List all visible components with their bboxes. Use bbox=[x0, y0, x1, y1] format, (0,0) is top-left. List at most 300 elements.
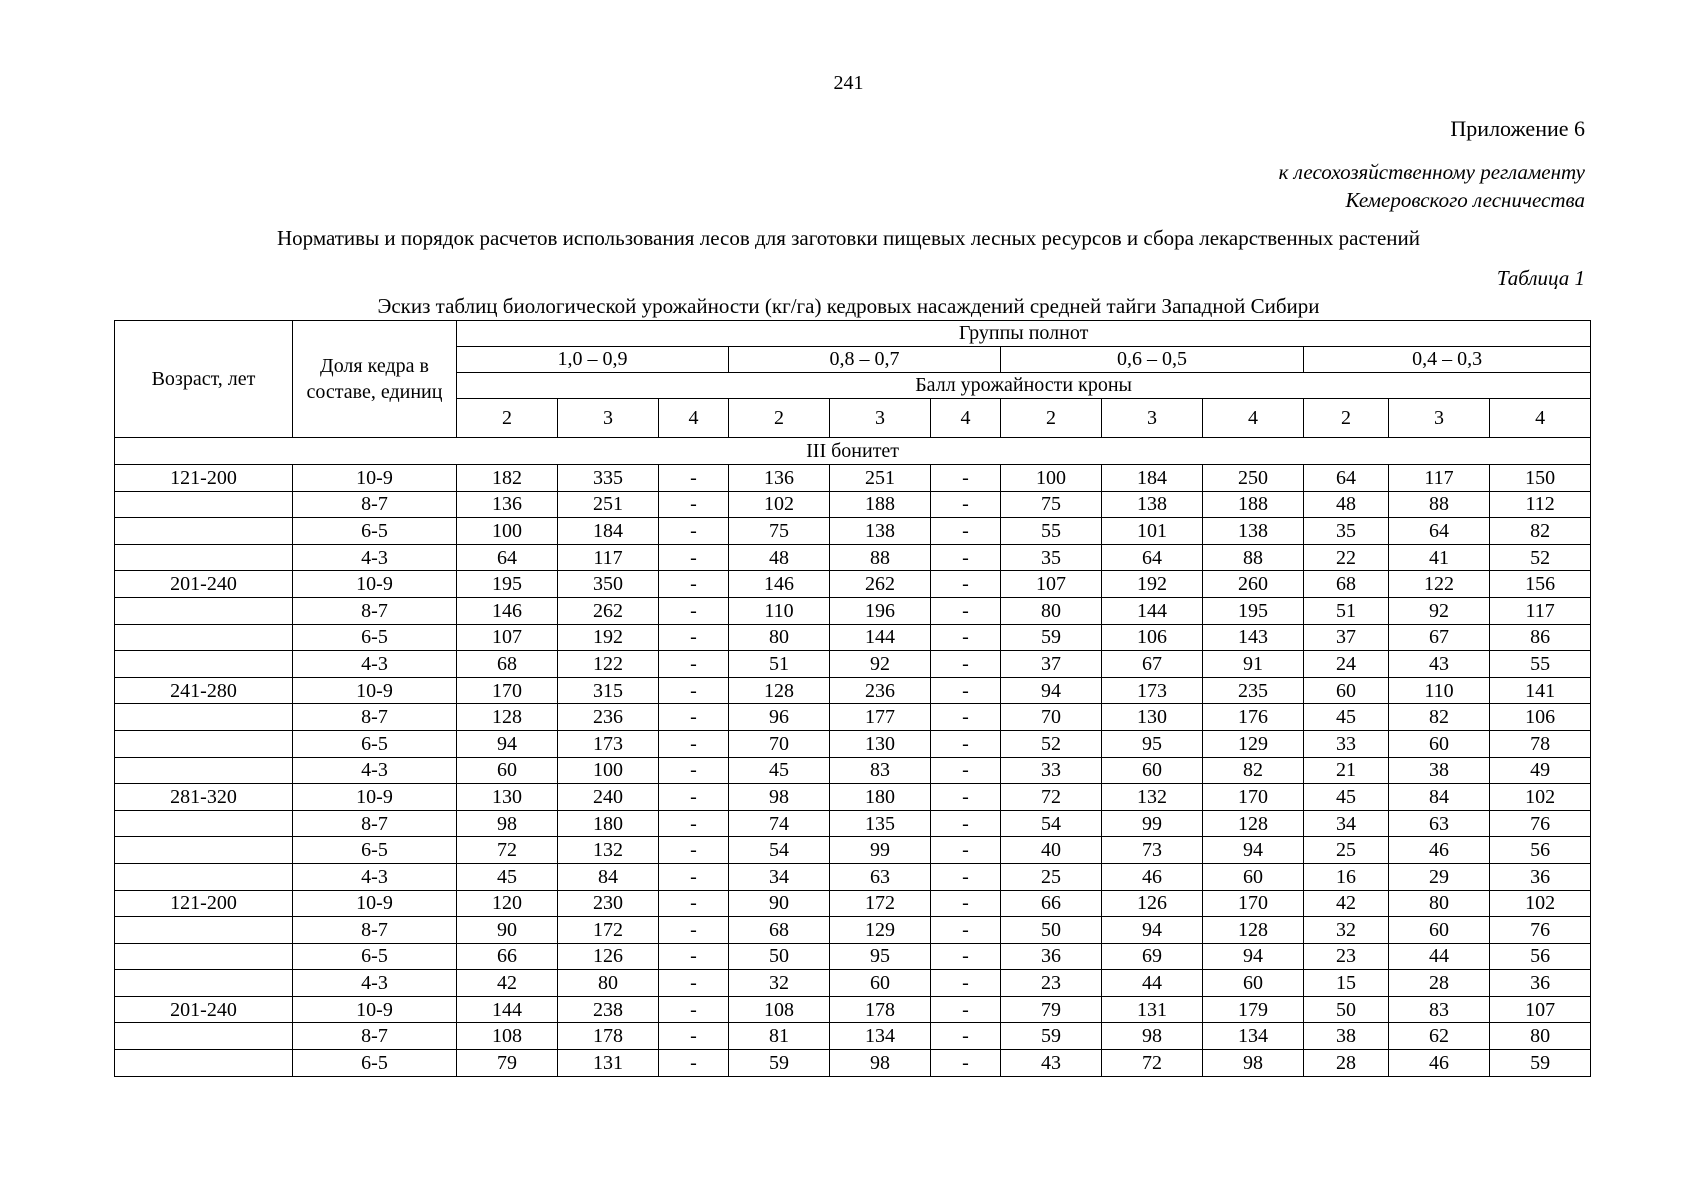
value-cell: 315 bbox=[558, 677, 659, 704]
value-cell: - bbox=[659, 996, 729, 1023]
value-cell: 80 bbox=[1490, 1023, 1591, 1050]
table-row bbox=[115, 677, 1591, 704]
table-row bbox=[115, 917, 1591, 944]
value-cell: - bbox=[659, 863, 729, 890]
value-cell: 64 bbox=[457, 544, 558, 571]
value-cell: 84 bbox=[558, 863, 659, 890]
value-cell: 54 bbox=[1001, 810, 1102, 837]
value-cell: 156 bbox=[1490, 571, 1591, 598]
value-cell: - bbox=[931, 1023, 1001, 1050]
value-cell: - bbox=[659, 544, 729, 571]
age-cell: 121-200 bbox=[115, 465, 293, 492]
value-cell: 178 bbox=[830, 996, 931, 1023]
value-cell: 46 bbox=[1102, 863, 1203, 890]
value-cell: 68 bbox=[1304, 571, 1389, 598]
value-cell: 25 bbox=[1304, 837, 1389, 864]
value-cell: 131 bbox=[558, 1050, 659, 1077]
value-cell: 130 bbox=[830, 730, 931, 757]
header-score-cell: 4 bbox=[931, 399, 1001, 438]
value-cell: - bbox=[659, 704, 729, 731]
value-cell: 138 bbox=[1102, 491, 1203, 518]
value-cell: - bbox=[931, 491, 1001, 518]
value-cell: 46 bbox=[1389, 1050, 1490, 1077]
value-cell: - bbox=[931, 544, 1001, 571]
value-cell: 36 bbox=[1490, 863, 1591, 890]
value-cell: 37 bbox=[1001, 651, 1102, 678]
table-row bbox=[115, 890, 1591, 917]
value-cell: 21 bbox=[1304, 757, 1389, 784]
value-cell: 176 bbox=[1203, 704, 1304, 731]
value-cell: 29 bbox=[1389, 863, 1490, 890]
value-cell: 100 bbox=[1001, 465, 1102, 492]
table-row bbox=[115, 651, 1591, 678]
value-cell: 72 bbox=[1102, 1050, 1203, 1077]
value-cell: 126 bbox=[1102, 890, 1203, 917]
header-score-cell: 4 bbox=[1203, 399, 1304, 438]
header-score-cell: 2 bbox=[457, 399, 558, 438]
value-cell: 33 bbox=[1001, 757, 1102, 784]
value-cell: 15 bbox=[1304, 970, 1389, 997]
value-cell: 51 bbox=[1304, 597, 1389, 624]
header-score-cell: 3 bbox=[558, 399, 659, 438]
value-cell: 173 bbox=[558, 730, 659, 757]
value-cell: 60 bbox=[1203, 863, 1304, 890]
value-cell: 34 bbox=[729, 863, 830, 890]
value-cell: - bbox=[659, 491, 729, 518]
value-cell: 88 bbox=[1203, 544, 1304, 571]
age-cell bbox=[115, 837, 293, 864]
value-cell: - bbox=[659, 784, 729, 811]
value-cell: 64 bbox=[1304, 465, 1389, 492]
value-cell: 94 bbox=[1203, 943, 1304, 970]
value-cell: - bbox=[931, 1050, 1001, 1077]
value-cell: 23 bbox=[1001, 970, 1102, 997]
age-cell bbox=[115, 651, 293, 678]
value-cell: 75 bbox=[1001, 491, 1102, 518]
value-cell: - bbox=[659, 757, 729, 784]
table-row bbox=[115, 597, 1591, 624]
share-cell: 10-9 bbox=[293, 784, 457, 811]
value-cell: 262 bbox=[558, 597, 659, 624]
value-cell: 43 bbox=[1001, 1050, 1102, 1077]
value-cell: 117 bbox=[1490, 597, 1591, 624]
value-cell: 36 bbox=[1490, 970, 1591, 997]
age-cell bbox=[115, 863, 293, 890]
value-cell: 75 bbox=[729, 518, 830, 545]
value-cell: 92 bbox=[1389, 597, 1490, 624]
value-cell: 90 bbox=[729, 890, 830, 917]
value-cell: 60 bbox=[830, 970, 931, 997]
value-cell: 94 bbox=[1001, 677, 1102, 704]
age-cell bbox=[115, 1050, 293, 1077]
header-group: 0,8 – 0,7 bbox=[729, 347, 1001, 373]
age-cell bbox=[115, 597, 293, 624]
share-cell: 6-5 bbox=[293, 1050, 457, 1077]
value-cell: 110 bbox=[1389, 677, 1490, 704]
value-cell: 170 bbox=[457, 677, 558, 704]
value-cell: - bbox=[931, 518, 1001, 545]
value-cell: 102 bbox=[1490, 890, 1591, 917]
value-cell: 128 bbox=[1203, 810, 1304, 837]
value-cell: 138 bbox=[1203, 518, 1304, 545]
share-cell: 4-3 bbox=[293, 970, 457, 997]
value-cell: 82 bbox=[1203, 757, 1304, 784]
value-cell: 136 bbox=[729, 465, 830, 492]
value-cell: 96 bbox=[729, 704, 830, 731]
value-cell: - bbox=[659, 465, 729, 492]
value-cell: 130 bbox=[1102, 704, 1203, 731]
header-age: Возраст, лет bbox=[115, 321, 293, 438]
age-cell bbox=[115, 970, 293, 997]
value-cell: - bbox=[931, 597, 1001, 624]
value-cell: 45 bbox=[1304, 704, 1389, 731]
value-cell: - bbox=[931, 970, 1001, 997]
document-title: Нормативы и порядок расчетов использования лесов для заготовки пищевых лесных ресурсов и сбора лекарственных растений bbox=[276, 226, 1421, 250]
value-cell: - bbox=[659, 1050, 729, 1077]
value-cell: 60 bbox=[1389, 917, 1490, 944]
value-cell: 50 bbox=[1001, 917, 1102, 944]
value-cell: 143 bbox=[1203, 624, 1304, 651]
value-cell: 101 bbox=[1102, 518, 1203, 545]
value-cell: 129 bbox=[1203, 730, 1304, 757]
value-cell: - bbox=[659, 917, 729, 944]
value-cell: 70 bbox=[729, 730, 830, 757]
value-cell: 262 bbox=[830, 571, 931, 598]
value-cell: 99 bbox=[830, 837, 931, 864]
yield-table bbox=[114, 320, 1591, 1077]
age-cell: 281-320 bbox=[115, 784, 293, 811]
value-cell: 131 bbox=[1102, 996, 1203, 1023]
value-cell: 120 bbox=[457, 890, 558, 917]
value-cell: 117 bbox=[1389, 465, 1490, 492]
value-cell: 146 bbox=[457, 597, 558, 624]
value-cell: - bbox=[931, 890, 1001, 917]
value-cell: 98 bbox=[1203, 1050, 1304, 1077]
value-cell: 102 bbox=[1490, 784, 1591, 811]
value-cell: 35 bbox=[1001, 544, 1102, 571]
header-score-cell: 3 bbox=[830, 399, 931, 438]
appendix-subtitle bbox=[1279, 158, 1585, 214]
value-cell: 23 bbox=[1304, 943, 1389, 970]
table-caption: Эскиз таблиц биологической урожайности (кг/га) кедровых насаждений средней тайги Западной Сибири bbox=[377, 294, 1320, 318]
value-cell: 60 bbox=[457, 757, 558, 784]
value-cell: 68 bbox=[457, 651, 558, 678]
value-cell: - bbox=[659, 651, 729, 678]
value-cell: - bbox=[659, 730, 729, 757]
age-cell bbox=[115, 917, 293, 944]
value-cell: 100 bbox=[558, 757, 659, 784]
value-cell: 60 bbox=[1389, 730, 1490, 757]
value-cell: - bbox=[659, 970, 729, 997]
share-cell: 8-7 bbox=[293, 704, 457, 731]
age-cell: 121-200 bbox=[115, 890, 293, 917]
value-cell: 43 bbox=[1389, 651, 1490, 678]
value-cell: 70 bbox=[1001, 704, 1102, 731]
value-cell: 134 bbox=[830, 1023, 931, 1050]
value-cell: 130 bbox=[457, 784, 558, 811]
share-cell: 10-9 bbox=[293, 677, 457, 704]
table-row bbox=[115, 943, 1591, 970]
header-score-cell: 4 bbox=[1490, 399, 1591, 438]
value-cell: 128 bbox=[1203, 917, 1304, 944]
value-cell: 92 bbox=[830, 651, 931, 678]
value-cell: 95 bbox=[1102, 730, 1203, 757]
value-cell: 33 bbox=[1304, 730, 1389, 757]
value-cell: 28 bbox=[1389, 970, 1490, 997]
value-cell: 66 bbox=[457, 943, 558, 970]
value-cell: 82 bbox=[1389, 704, 1490, 731]
value-cell: 64 bbox=[1389, 518, 1490, 545]
value-cell: 108 bbox=[729, 996, 830, 1023]
value-cell: 135 bbox=[830, 810, 931, 837]
value-cell: 144 bbox=[830, 624, 931, 651]
value-cell: 132 bbox=[1102, 784, 1203, 811]
value-cell: 240 bbox=[558, 784, 659, 811]
value-cell: 59 bbox=[729, 1050, 830, 1077]
value-cell: 59 bbox=[1001, 1023, 1102, 1050]
value-cell: 94 bbox=[1203, 837, 1304, 864]
value-cell: - bbox=[659, 624, 729, 651]
value-cell: 69 bbox=[1102, 943, 1203, 970]
header-score-cell: 2 bbox=[729, 399, 830, 438]
table-row bbox=[115, 970, 1591, 997]
value-cell: - bbox=[931, 917, 1001, 944]
value-cell: - bbox=[931, 863, 1001, 890]
value-cell: 48 bbox=[729, 544, 830, 571]
value-cell: 34 bbox=[1304, 810, 1389, 837]
table-row bbox=[115, 757, 1591, 784]
value-cell: 144 bbox=[1102, 597, 1203, 624]
header-score-cell: 4 bbox=[659, 399, 729, 438]
table-row bbox=[115, 571, 1591, 598]
value-cell: 80 bbox=[729, 624, 830, 651]
table-row bbox=[115, 491, 1591, 518]
value-cell: 170 bbox=[1203, 890, 1304, 917]
value-cell: 144 bbox=[457, 996, 558, 1023]
value-cell: 59 bbox=[1001, 624, 1102, 651]
share-cell: 10-9 bbox=[293, 996, 457, 1023]
header-group: 0,4 – 0,3 bbox=[1304, 347, 1591, 373]
value-cell: 80 bbox=[1389, 890, 1490, 917]
value-cell: 150 bbox=[1490, 465, 1591, 492]
value-cell: 78 bbox=[1490, 730, 1591, 757]
value-cell: 67 bbox=[1102, 651, 1203, 678]
value-cell: 350 bbox=[558, 571, 659, 598]
age-cell bbox=[115, 943, 293, 970]
value-cell: 56 bbox=[1490, 943, 1591, 970]
value-cell: 100 bbox=[457, 518, 558, 545]
value-cell: - bbox=[931, 757, 1001, 784]
age-cell bbox=[115, 544, 293, 571]
value-cell: 86 bbox=[1490, 624, 1591, 651]
value-cell: 107 bbox=[457, 624, 558, 651]
value-cell: 182 bbox=[457, 465, 558, 492]
value-cell: 56 bbox=[1490, 837, 1591, 864]
value-cell: 66 bbox=[1001, 890, 1102, 917]
value-cell: 129 bbox=[830, 917, 931, 944]
value-cell: 76 bbox=[1490, 810, 1591, 837]
age-cell: 201-240 bbox=[115, 996, 293, 1023]
value-cell: 52 bbox=[1001, 730, 1102, 757]
value-cell: - bbox=[931, 784, 1001, 811]
age-cell bbox=[115, 491, 293, 518]
table-row bbox=[115, 784, 1591, 811]
value-cell: 73 bbox=[1102, 837, 1203, 864]
value-cell: 94 bbox=[1102, 917, 1203, 944]
value-cell: 128 bbox=[729, 677, 830, 704]
table-row bbox=[115, 624, 1591, 651]
share-cell: 10-9 bbox=[293, 890, 457, 917]
value-cell: 82 bbox=[1490, 518, 1591, 545]
value-cell: 28 bbox=[1304, 1050, 1389, 1077]
value-cell: 178 bbox=[558, 1023, 659, 1050]
value-cell: - bbox=[931, 651, 1001, 678]
value-cell: 126 bbox=[558, 943, 659, 970]
value-cell: 180 bbox=[558, 810, 659, 837]
value-cell: 67 bbox=[1389, 624, 1490, 651]
appendix-line-2: Кемеровского лесничества bbox=[1345, 188, 1585, 212]
share-cell: 6-5 bbox=[293, 518, 457, 545]
value-cell: - bbox=[659, 597, 729, 624]
value-cell: 235 bbox=[1203, 677, 1304, 704]
age-cell bbox=[115, 624, 293, 651]
table-row bbox=[115, 465, 1591, 492]
value-cell: 60 bbox=[1304, 677, 1389, 704]
value-cell: 25 bbox=[1001, 863, 1102, 890]
value-cell: 54 bbox=[729, 837, 830, 864]
value-cell: 180 bbox=[830, 784, 931, 811]
table-row bbox=[115, 704, 1591, 731]
value-cell: 60 bbox=[1102, 757, 1203, 784]
share-cell: 8-7 bbox=[293, 491, 457, 518]
value-cell: - bbox=[931, 704, 1001, 731]
page-number: 241 bbox=[833, 72, 864, 94]
value-cell: 106 bbox=[1102, 624, 1203, 651]
value-cell: 251 bbox=[558, 491, 659, 518]
value-cell: 32 bbox=[729, 970, 830, 997]
value-cell: 98 bbox=[830, 1050, 931, 1077]
value-cell: 45 bbox=[729, 757, 830, 784]
value-cell: 98 bbox=[457, 810, 558, 837]
value-cell: 236 bbox=[558, 704, 659, 731]
age-cell bbox=[115, 730, 293, 757]
value-cell: - bbox=[931, 943, 1001, 970]
age-cell bbox=[115, 704, 293, 731]
table-row bbox=[115, 863, 1591, 890]
value-cell: 41 bbox=[1389, 544, 1490, 571]
value-cell: - bbox=[931, 677, 1001, 704]
value-cell: 74 bbox=[729, 810, 830, 837]
value-cell: 172 bbox=[830, 890, 931, 917]
share-cell: 8-7 bbox=[293, 1023, 457, 1050]
table-row bbox=[115, 544, 1591, 571]
value-cell: 192 bbox=[1102, 571, 1203, 598]
value-cell: 91 bbox=[1203, 651, 1304, 678]
value-cell: 35 bbox=[1304, 518, 1389, 545]
value-cell: 59 bbox=[1490, 1050, 1591, 1077]
value-cell: 51 bbox=[729, 651, 830, 678]
age-cell bbox=[115, 1023, 293, 1050]
value-cell: 38 bbox=[1389, 757, 1490, 784]
value-cell: 177 bbox=[830, 704, 931, 731]
value-cell: 188 bbox=[1203, 491, 1304, 518]
value-cell: 80 bbox=[1001, 597, 1102, 624]
value-cell: - bbox=[659, 677, 729, 704]
value-cell: 128 bbox=[457, 704, 558, 731]
age-cell bbox=[115, 810, 293, 837]
share-cell: 4-3 bbox=[293, 544, 457, 571]
value-cell: 88 bbox=[1389, 491, 1490, 518]
value-cell: - bbox=[659, 571, 729, 598]
value-cell: - bbox=[659, 518, 729, 545]
value-cell: 230 bbox=[558, 890, 659, 917]
value-cell: 63 bbox=[830, 863, 931, 890]
value-cell: 79 bbox=[1001, 996, 1102, 1023]
value-cell: 81 bbox=[729, 1023, 830, 1050]
value-cell: 98 bbox=[1102, 1023, 1203, 1050]
table-label: Таблица 1 bbox=[1496, 266, 1585, 290]
value-cell: 172 bbox=[558, 917, 659, 944]
value-cell: 179 bbox=[1203, 996, 1304, 1023]
value-cell: 36 bbox=[1001, 943, 1102, 970]
value-cell: 146 bbox=[729, 571, 830, 598]
value-cell: 335 bbox=[558, 465, 659, 492]
share-cell: 10-9 bbox=[293, 571, 457, 598]
value-cell: - bbox=[931, 730, 1001, 757]
value-cell: 42 bbox=[457, 970, 558, 997]
value-cell: 188 bbox=[830, 491, 931, 518]
header-groups: Группы полнот bbox=[457, 321, 1591, 347]
value-cell: 184 bbox=[558, 518, 659, 545]
value-cell: 52 bbox=[1490, 544, 1591, 571]
share-cell: 6-5 bbox=[293, 624, 457, 651]
value-cell: 45 bbox=[457, 863, 558, 890]
value-cell: 50 bbox=[729, 943, 830, 970]
value-cell: 260 bbox=[1203, 571, 1304, 598]
share-cell: 4-3 bbox=[293, 757, 457, 784]
value-cell: 79 bbox=[457, 1050, 558, 1077]
value-cell: 122 bbox=[1389, 571, 1490, 598]
value-cell: - bbox=[659, 837, 729, 864]
table-row bbox=[115, 730, 1591, 757]
value-cell: 46 bbox=[1389, 837, 1490, 864]
share-cell: 10-9 bbox=[293, 465, 457, 492]
value-cell: 72 bbox=[1001, 784, 1102, 811]
value-cell: - bbox=[659, 943, 729, 970]
age-cell: 201-240 bbox=[115, 571, 293, 598]
value-cell: 112 bbox=[1490, 491, 1591, 518]
value-cell: 94 bbox=[457, 730, 558, 757]
header-group: 0,6 – 0,5 bbox=[1001, 347, 1304, 373]
table-row bbox=[115, 1050, 1591, 1077]
value-cell: 76 bbox=[1490, 917, 1591, 944]
section-bonitet: III бонитет bbox=[115, 438, 1591, 465]
value-cell: 16 bbox=[1304, 863, 1389, 890]
value-cell: 38 bbox=[1304, 1023, 1389, 1050]
header-score: Балл урожайности кроны bbox=[457, 373, 1591, 399]
age-cell bbox=[115, 757, 293, 784]
value-cell: 192 bbox=[558, 624, 659, 651]
share-cell: 6-5 bbox=[293, 837, 457, 864]
value-cell: 84 bbox=[1389, 784, 1490, 811]
table-row bbox=[115, 1023, 1591, 1050]
value-cell: 44 bbox=[1102, 970, 1203, 997]
value-cell: 238 bbox=[558, 996, 659, 1023]
share-cell: 8-7 bbox=[293, 917, 457, 944]
header-score-cell: 2 bbox=[1001, 399, 1102, 438]
value-cell: 108 bbox=[457, 1023, 558, 1050]
value-cell: 184 bbox=[1102, 465, 1203, 492]
